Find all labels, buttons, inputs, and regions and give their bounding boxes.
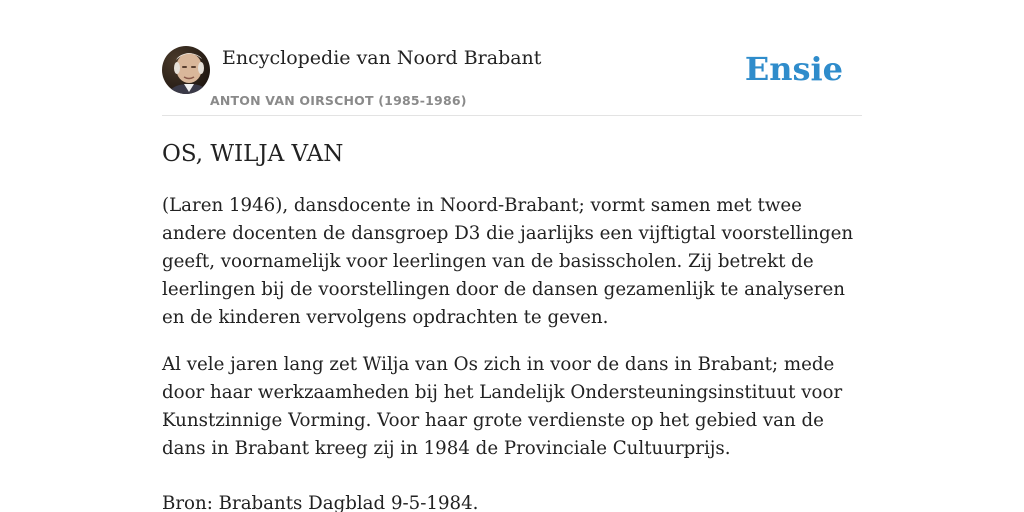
article-paragraph: Al vele jaren lang zet Wilja van Os zich in voor de dans in Brabant; mede door haar werkzaamheden bij het Landelijk Ondersteuningsinstituut voor Kunstzinnige Vorming. Voor haar grote verdienste op het gebied van de dans in Brabant kreeg zij in 1984 de Provinciale Cultuurprijs. <box>162 354 843 459</box>
author-portrait-icon <box>162 46 210 94</box>
article-source-note: Bron: Brabants Dagblad 9-5-1984. <box>162 493 479 512</box>
article-paragraph: (Laren 1946), dansdocente in Noord-Brabant; vormt samen met twee andere docenten de dansgroep D3 die jaarlijks een vijftigtal voorstellingen geeft, voornamelijk voor leerlingen van de basisscholen. Zij betrekt de leerlingen bij de voorstellingen door de dansen gezamenlijk te analyseren en de kinderen vervolgens opdrachten te geven. <box>162 195 854 328</box>
source-title[interactable]: Encyclopedie van Noord Brabant <box>222 47 542 69</box>
author-avatar[interactable] <box>162 46 210 94</box>
article-content <box>162 138 866 512</box>
author-name[interactable]: ANTON VAN OIRSCHOT (1985-1986) <box>210 93 467 108</box>
header <box>162 46 862 116</box>
article-title: OS, WILJA VAN <box>162 141 344 167</box>
ensie-logo[interactable]: Ensie <box>744 50 843 88</box>
